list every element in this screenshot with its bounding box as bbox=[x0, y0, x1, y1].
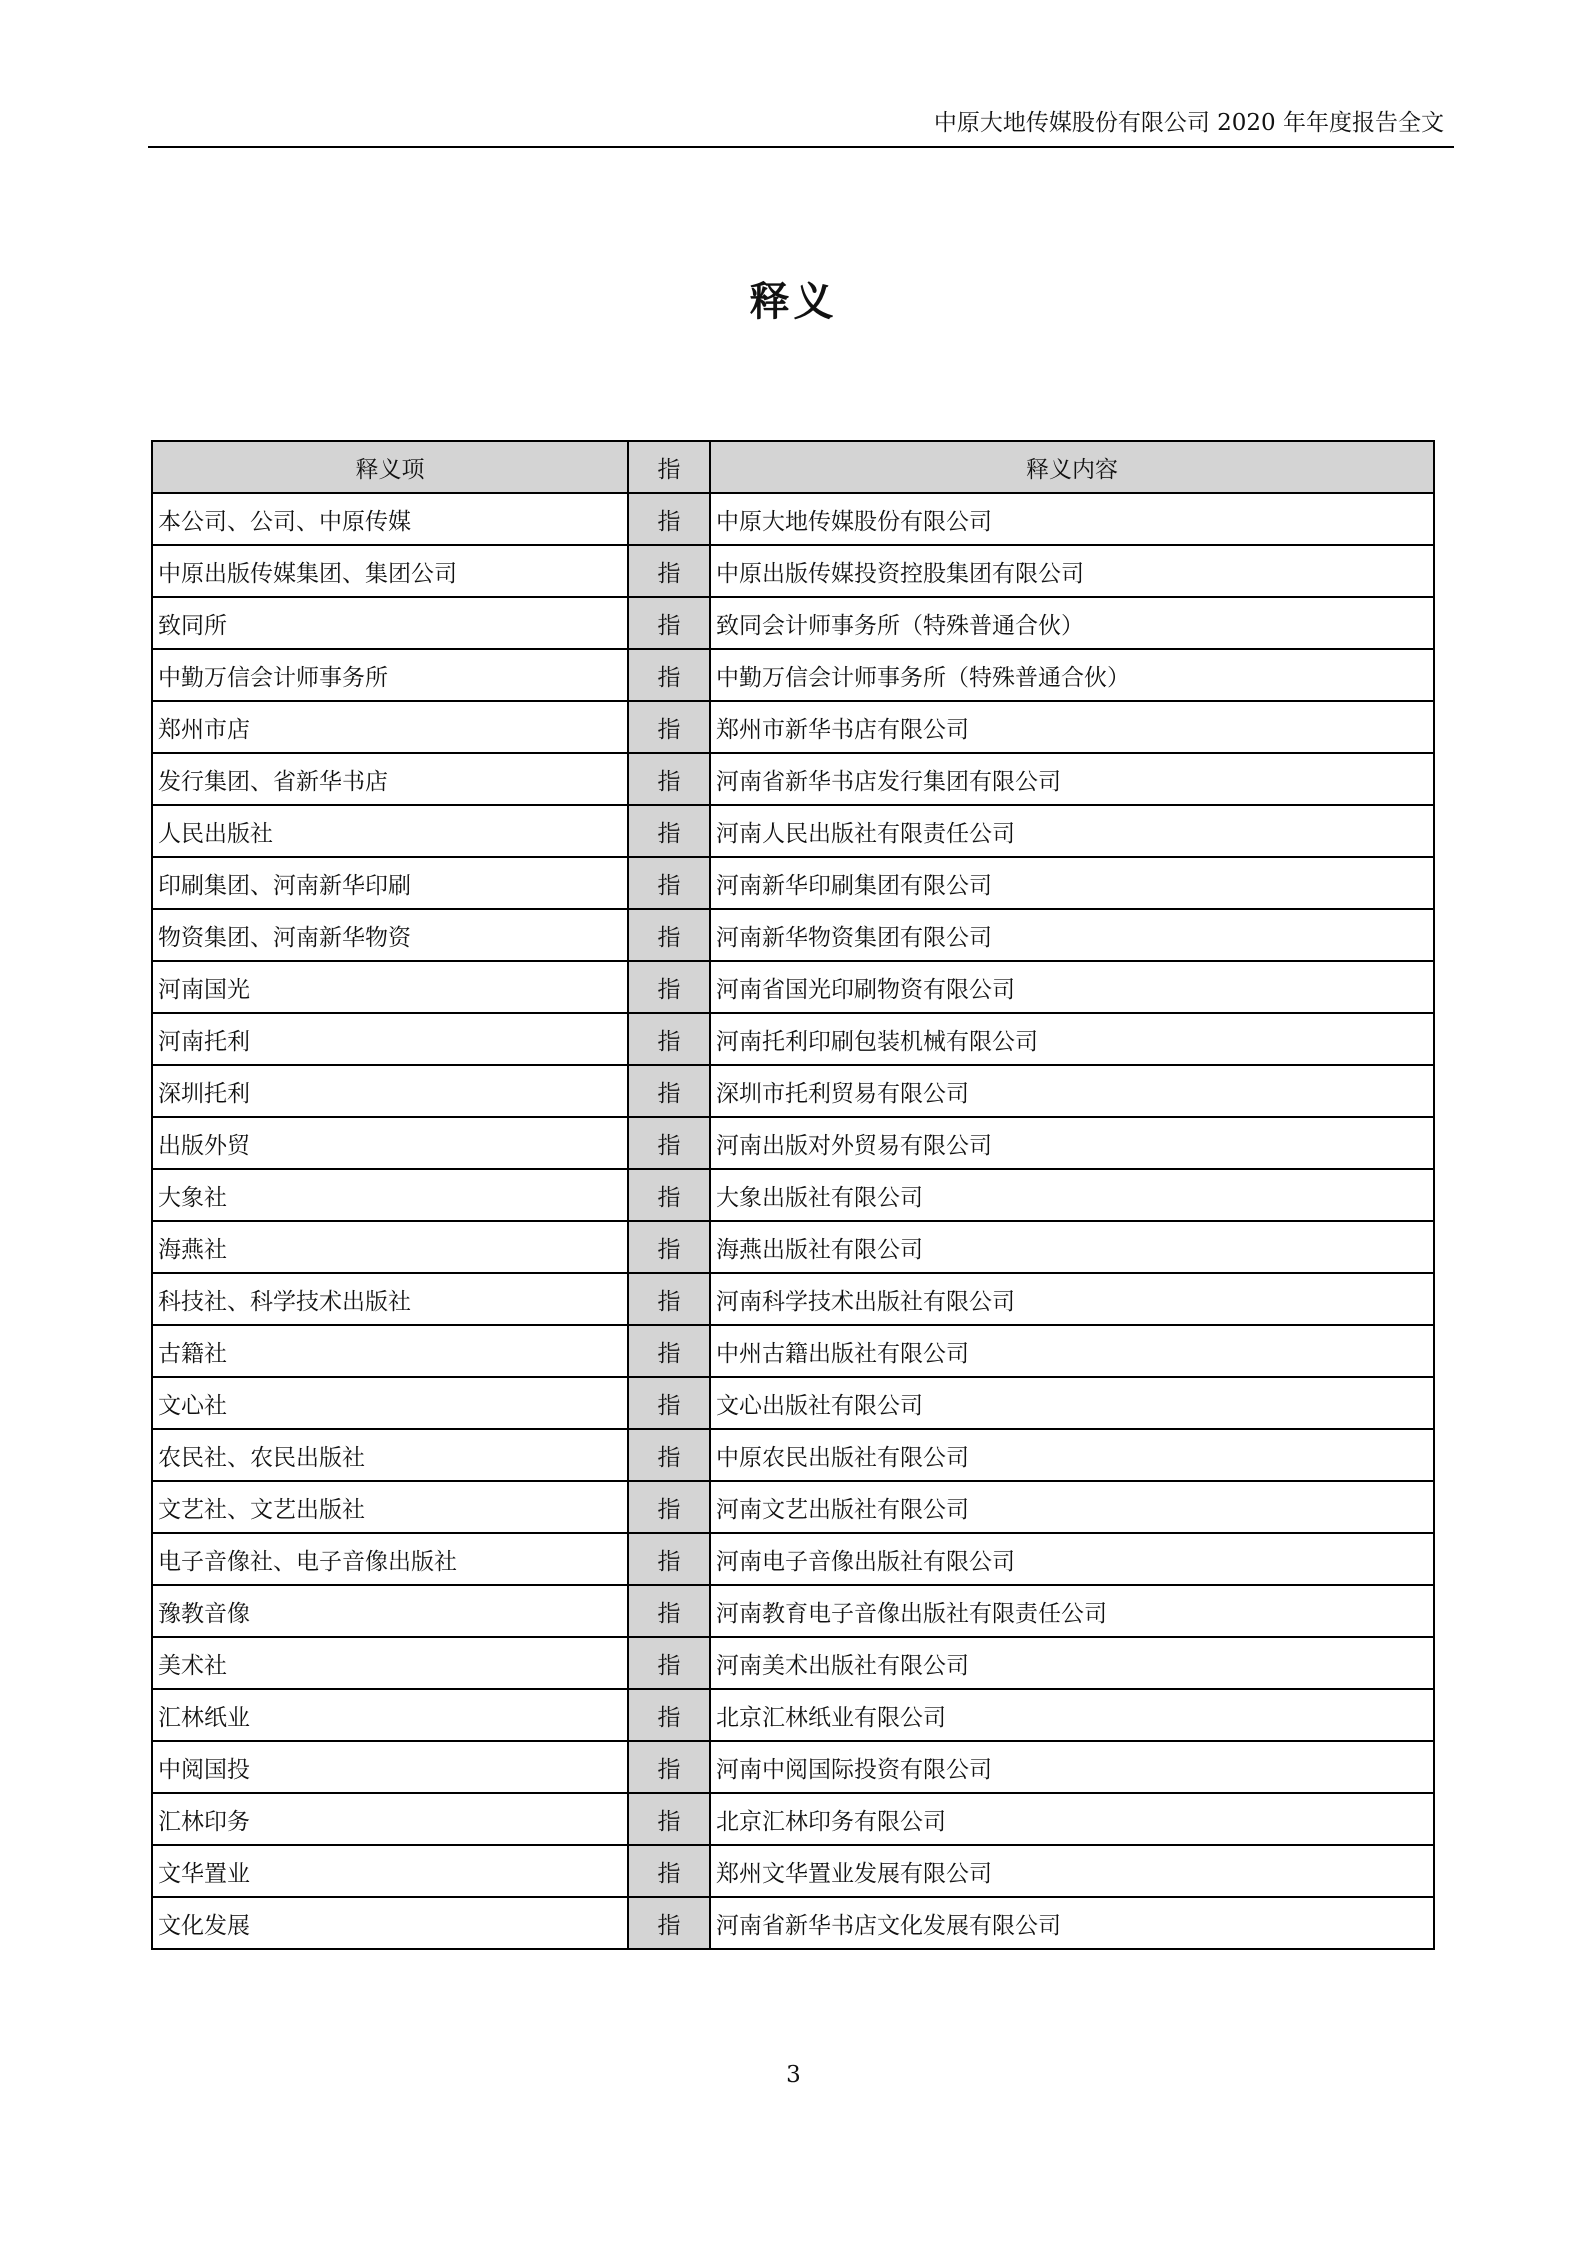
term-cell: 古籍社 bbox=[152, 1325, 628, 1377]
table-row bbox=[152, 1533, 1434, 1585]
table-row bbox=[152, 909, 1434, 961]
ref-cell: 指 bbox=[628, 493, 710, 545]
table-row bbox=[152, 805, 1434, 857]
table-row bbox=[152, 1637, 1434, 1689]
meaning-cell: 中原出版传媒投资控股集团有限公司 bbox=[710, 545, 1434, 597]
ref-cell: 指 bbox=[628, 1273, 710, 1325]
term-cell: 中勤万信会计师事务所 bbox=[152, 649, 628, 701]
table-row bbox=[152, 1585, 1434, 1637]
meaning-cell: 中勤万信会计师事务所（特殊普通合伙） bbox=[710, 649, 1434, 701]
term-cell: 中阅国投 bbox=[152, 1741, 628, 1793]
table-row bbox=[152, 1117, 1434, 1169]
ref-cell: 指 bbox=[628, 909, 710, 961]
meaning-cell: 河南科学技术出版社有限公司 bbox=[710, 1273, 1434, 1325]
meaning-cell: 河南美术出版社有限公司 bbox=[710, 1637, 1434, 1689]
ref-cell: 指 bbox=[628, 1897, 710, 1949]
term-cell: 科技社、科学技术出版社 bbox=[152, 1273, 628, 1325]
term-cell: 文化发展 bbox=[152, 1897, 628, 1949]
table-row bbox=[152, 649, 1434, 701]
ref-cell: 指 bbox=[628, 1377, 710, 1429]
meaning-cell: 北京汇林纸业有限公司 bbox=[710, 1689, 1434, 1741]
table-header-row bbox=[152, 441, 1434, 493]
table-row bbox=[152, 1481, 1434, 1533]
term-cell: 汇林纸业 bbox=[152, 1689, 628, 1741]
ref-cell: 指 bbox=[628, 1741, 710, 1793]
ref-cell: 指 bbox=[628, 805, 710, 857]
table-row bbox=[152, 1169, 1434, 1221]
meaning-cell: 致同会计师事务所（特殊普通合伙） bbox=[710, 597, 1434, 649]
definitions-table-body bbox=[152, 493, 1434, 1949]
table-row bbox=[152, 545, 1434, 597]
column-header-term: 释义项 bbox=[152, 441, 628, 493]
meaning-cell: 文心出版社有限公司 bbox=[710, 1377, 1434, 1429]
term-cell: 出版外贸 bbox=[152, 1117, 628, 1169]
ref-cell: 指 bbox=[628, 1065, 710, 1117]
table-row bbox=[152, 701, 1434, 753]
meaning-cell: 郑州市新华书店有限公司 bbox=[710, 701, 1434, 753]
term-cell: 人民出版社 bbox=[152, 805, 628, 857]
ref-cell: 指 bbox=[628, 1325, 710, 1377]
table-row bbox=[152, 1377, 1434, 1429]
ref-cell: 指 bbox=[628, 753, 710, 805]
term-cell: 致同所 bbox=[152, 597, 628, 649]
term-cell: 豫教音像 bbox=[152, 1585, 628, 1637]
meaning-cell: 河南托利印刷包装机械有限公司 bbox=[710, 1013, 1434, 1065]
table-row bbox=[152, 753, 1434, 805]
meaning-cell: 河南新华物资集团有限公司 bbox=[710, 909, 1434, 961]
ref-cell: 指 bbox=[628, 1793, 710, 1845]
ref-cell: 指 bbox=[628, 1013, 710, 1065]
header-divider bbox=[148, 146, 1454, 148]
table-row bbox=[152, 1429, 1434, 1481]
term-cell: 文华置业 bbox=[152, 1845, 628, 1897]
ref-cell: 指 bbox=[628, 1169, 710, 1221]
meaning-cell: 深圳市托利贸易有限公司 bbox=[710, 1065, 1434, 1117]
ref-cell: 指 bbox=[628, 1689, 710, 1741]
term-cell: 汇林印务 bbox=[152, 1793, 628, 1845]
ref-cell: 指 bbox=[628, 649, 710, 701]
meaning-cell: 河南文艺出版社有限公司 bbox=[710, 1481, 1434, 1533]
meaning-cell: 中原大地传媒股份有限公司 bbox=[710, 493, 1434, 545]
term-cell: 海燕社 bbox=[152, 1221, 628, 1273]
term-cell: 印刷集团、河南新华印刷 bbox=[152, 857, 628, 909]
meaning-cell: 河南新华印刷集团有限公司 bbox=[710, 857, 1434, 909]
page-title: 释义 bbox=[749, 279, 838, 325]
term-cell: 农民社、农民出版社 bbox=[152, 1429, 628, 1481]
term-cell: 电子音像社、电子音像出版社 bbox=[152, 1533, 628, 1585]
meaning-cell: 河南省新华书店发行集团有限公司 bbox=[710, 753, 1434, 805]
table-row bbox=[152, 961, 1434, 1013]
ref-cell: 指 bbox=[628, 1221, 710, 1273]
column-header-meaning: 释义内容 bbox=[710, 441, 1434, 493]
term-cell: 深圳托利 bbox=[152, 1065, 628, 1117]
meaning-cell: 河南中阅国际投资有限公司 bbox=[710, 1741, 1434, 1793]
term-cell: 河南托利 bbox=[152, 1013, 628, 1065]
table-row bbox=[152, 1845, 1434, 1897]
table-row bbox=[152, 1221, 1434, 1273]
meaning-cell: 大象出版社有限公司 bbox=[710, 1169, 1434, 1221]
table-row bbox=[152, 1689, 1434, 1741]
table-row bbox=[152, 1793, 1434, 1845]
column-header-ref: 指 bbox=[628, 441, 710, 493]
term-cell: 大象社 bbox=[152, 1169, 628, 1221]
table-row bbox=[152, 1273, 1434, 1325]
term-cell: 文艺社、文艺出版社 bbox=[152, 1481, 628, 1533]
meaning-cell: 河南省新华书店文化发展有限公司 bbox=[710, 1897, 1434, 1949]
term-cell: 物资集团、河南新华物资 bbox=[152, 909, 628, 961]
definitions-table bbox=[151, 440, 1435, 1950]
table-row bbox=[152, 1013, 1434, 1065]
ref-cell: 指 bbox=[628, 1637, 710, 1689]
running-header: 中原大地传媒股份有限公司 2020 年年度报告全文 bbox=[933, 110, 1444, 136]
term-cell: 发行集团、省新华书店 bbox=[152, 753, 628, 805]
meaning-cell: 河南教育电子音像出版社有限责任公司 bbox=[710, 1585, 1434, 1637]
meaning-cell: 河南人民出版社有限责任公司 bbox=[710, 805, 1434, 857]
table-row bbox=[152, 493, 1434, 545]
meaning-cell: 中州古籍出版社有限公司 bbox=[710, 1325, 1434, 1377]
ref-cell: 指 bbox=[628, 545, 710, 597]
meaning-cell: 河南省国光印刷物资有限公司 bbox=[710, 961, 1434, 1013]
term-cell: 河南国光 bbox=[152, 961, 628, 1013]
table-row bbox=[152, 857, 1434, 909]
term-cell: 美术社 bbox=[152, 1637, 628, 1689]
meaning-cell: 河南电子音像出版社有限公司 bbox=[710, 1533, 1434, 1585]
ref-cell: 指 bbox=[628, 961, 710, 1013]
meaning-cell: 北京汇林印务有限公司 bbox=[710, 1793, 1434, 1845]
term-cell: 郑州市店 bbox=[152, 701, 628, 753]
meaning-cell: 海燕出版社有限公司 bbox=[710, 1221, 1434, 1273]
page-number: 3 bbox=[786, 2062, 801, 2088]
term-cell: 文心社 bbox=[152, 1377, 628, 1429]
meaning-cell: 郑州文华置业发展有限公司 bbox=[710, 1845, 1434, 1897]
ref-cell: 指 bbox=[628, 1481, 710, 1533]
term-cell: 中原出版传媒集团、集团公司 bbox=[152, 545, 628, 597]
term-cell: 本公司、公司、中原传媒 bbox=[152, 493, 628, 545]
meaning-cell: 河南出版对外贸易有限公司 bbox=[710, 1117, 1434, 1169]
ref-cell: 指 bbox=[628, 597, 710, 649]
ref-cell: 指 bbox=[628, 1117, 710, 1169]
table-row bbox=[152, 1741, 1434, 1793]
table-row bbox=[152, 1065, 1434, 1117]
table-row bbox=[152, 1897, 1434, 1949]
ref-cell: 指 bbox=[628, 1533, 710, 1585]
ref-cell: 指 bbox=[628, 1585, 710, 1637]
table-row bbox=[152, 1325, 1434, 1377]
meaning-cell: 中原农民出版社有限公司 bbox=[710, 1429, 1434, 1481]
ref-cell: 指 bbox=[628, 701, 710, 753]
table-row bbox=[152, 597, 1434, 649]
ref-cell: 指 bbox=[628, 857, 710, 909]
ref-cell: 指 bbox=[628, 1429, 710, 1481]
ref-cell: 指 bbox=[628, 1845, 710, 1897]
